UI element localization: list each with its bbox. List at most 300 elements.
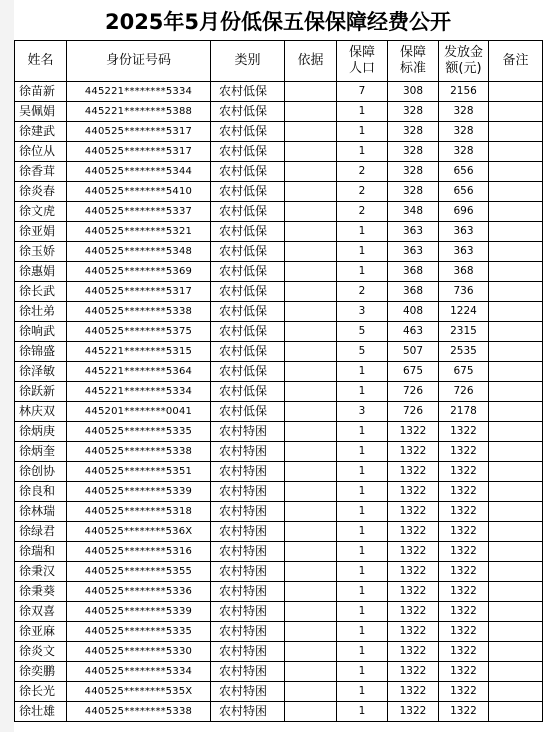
cell-amount[interactable]: 368 <box>439 262 489 282</box>
table-row <box>15 562 543 582</box>
cell-type[interactable]: 农村低保 <box>211 302 285 322</box>
cell-amount[interactable]: 1322 <box>439 662 489 682</box>
cell-people[interactable]: 2 <box>337 202 388 222</box>
header-remark[interactable]: 备注 <box>489 41 543 82</box>
cell-standard[interactable]: 1322 <box>388 702 439 722</box>
cell-remark[interactable] <box>489 442 543 462</box>
table-row <box>15 142 543 162</box>
cell-id[interactable]: 440525********536X <box>67 522 211 542</box>
cell-id[interactable]: 440525********5355 <box>67 562 211 582</box>
cell-basis[interactable] <box>285 682 337 702</box>
cell-id[interactable]: 440525********5317 <box>67 282 211 302</box>
cell-amount[interactable]: 736 <box>439 282 489 302</box>
cell-remark[interactable] <box>489 342 543 362</box>
cell-type[interactable]: 农村特困 <box>211 462 285 482</box>
table-row <box>15 662 543 682</box>
cell-standard[interactable]: 348 <box>388 202 439 222</box>
cell-id[interactable]: 440525********5338 <box>67 442 211 462</box>
cell-type[interactable]: 农村特困 <box>211 622 285 642</box>
cell-remark[interactable] <box>489 82 543 102</box>
cell-basis[interactable] <box>285 382 337 402</box>
cell-people[interactable]: 1 <box>337 422 388 442</box>
cell-standard[interactable]: 507 <box>388 342 439 362</box>
cell-amount[interactable]: 328 <box>439 142 489 162</box>
cell-people[interactable]: 5 <box>337 322 388 342</box>
table-row <box>15 522 543 542</box>
cell-name[interactable]: 徐长光 <box>15 682 67 702</box>
header-amount[interactable]: 发放金 额(元) <box>439 41 489 82</box>
cell-id[interactable]: 440525********5317 <box>67 142 211 162</box>
table-row <box>15 702 543 722</box>
cell-basis[interactable] <box>285 602 337 622</box>
cell-people[interactable]: 1 <box>337 262 388 282</box>
cell-id[interactable]: 440525********535X <box>67 682 211 702</box>
cell-people[interactable]: 1 <box>337 522 388 542</box>
cell-id[interactable]: 440525********5338 <box>67 702 211 722</box>
cell-basis[interactable] <box>285 402 337 422</box>
table-row <box>15 482 543 502</box>
cell-id[interactable]: 440525********5321 <box>67 222 211 242</box>
cell-type[interactable]: 农村特困 <box>211 482 285 502</box>
cell-remark[interactable] <box>489 282 543 302</box>
cell-amount[interactable]: 328 <box>439 102 489 122</box>
cell-basis[interactable] <box>285 262 337 282</box>
cell-name[interactable]: 徐炎春 <box>15 182 67 202</box>
cell-type[interactable]: 农村低保 <box>211 262 285 282</box>
cell-id[interactable]: 440525********5335 <box>67 622 211 642</box>
cell-people[interactable]: 1 <box>337 242 388 262</box>
cell-type[interactable]: 农村特困 <box>211 642 285 662</box>
cell-basis[interactable] <box>285 282 337 302</box>
cell-remark[interactable] <box>489 262 543 282</box>
cell-basis[interactable] <box>285 502 337 522</box>
cell-basis[interactable] <box>285 702 337 722</box>
table-row <box>15 442 543 462</box>
cell-name[interactable]: 林庆双 <box>15 402 67 422</box>
cell-id[interactable]: 440525********5369 <box>67 262 211 282</box>
cell-people[interactable]: 1 <box>337 462 388 482</box>
header-people[interactable]: 保障 人口 <box>337 41 388 82</box>
cell-remark[interactable] <box>489 502 543 522</box>
cell-id[interactable]: 440525********5334 <box>67 662 211 682</box>
cell-id[interactable]: 445221********5334 <box>67 82 211 102</box>
cell-type[interactable]: 农村特困 <box>211 442 285 462</box>
cell-type[interactable]: 农村低保 <box>211 142 285 162</box>
cell-remark[interactable] <box>489 242 543 262</box>
cell-people[interactable]: 1 <box>337 562 388 582</box>
cell-type[interactable]: 农村特困 <box>211 582 285 602</box>
cell-people[interactable]: 1 <box>337 482 388 502</box>
cell-type[interactable]: 农村低保 <box>211 362 285 382</box>
cell-type[interactable]: 农村低保 <box>211 182 285 202</box>
cell-standard[interactable]: 368 <box>388 262 439 282</box>
cell-standard[interactable]: 1322 <box>388 602 439 622</box>
cell-id[interactable]: 440525********5337 <box>67 202 211 222</box>
cell-type[interactable]: 农村低保 <box>211 242 285 262</box>
cell-remark[interactable] <box>489 642 543 662</box>
cell-amount[interactable]: 2535 <box>439 342 489 362</box>
cell-type[interactable]: 农村低保 <box>211 282 285 302</box>
subsidy-table <box>14 40 543 722</box>
cell-name[interactable]: 徐长武 <box>15 282 67 302</box>
cell-id[interactable]: 440525********5339 <box>67 482 211 502</box>
table-row <box>15 642 543 662</box>
cell-id[interactable]: 445221********5364 <box>67 362 211 382</box>
cell-standard[interactable]: 1322 <box>388 502 439 522</box>
cell-type[interactable]: 农村特困 <box>211 502 285 522</box>
cell-type[interactable]: 农村特困 <box>211 662 285 682</box>
table-row <box>15 542 543 562</box>
cell-amount[interactable]: 1322 <box>439 522 489 542</box>
table-row <box>15 162 543 182</box>
cell-basis[interactable] <box>285 642 337 662</box>
cell-people[interactable]: 3 <box>337 402 388 422</box>
cell-amount[interactable]: 1322 <box>439 642 489 662</box>
cell-remark[interactable] <box>489 542 543 562</box>
cell-standard[interactable]: 1322 <box>388 582 439 602</box>
cell-id[interactable]: 445221********5388 <box>67 102 211 122</box>
cell-remark[interactable] <box>489 482 543 502</box>
table-row <box>15 342 543 362</box>
cell-people[interactable]: 1 <box>337 102 388 122</box>
cell-name[interactable]: 徐秉葵 <box>15 582 67 602</box>
cell-people[interactable]: 1 <box>337 642 388 662</box>
cell-basis[interactable] <box>285 662 337 682</box>
cell-type[interactable]: 农村特困 <box>211 602 285 622</box>
cell-name[interactable]: 徐炎文 <box>15 642 67 662</box>
cell-amount[interactable]: 1322 <box>439 422 489 442</box>
cell-id[interactable]: 440525********5410 <box>67 182 211 202</box>
cell-standard[interactable]: 308 <box>388 82 439 102</box>
cell-name[interactable]: 徐林瑞 <box>15 502 67 522</box>
cell-remark[interactable] <box>489 322 543 342</box>
cell-basis[interactable] <box>285 82 337 102</box>
cell-amount[interactable]: 1322 <box>439 602 489 622</box>
cell-standard[interactable]: 1322 <box>388 542 439 562</box>
cell-basis[interactable] <box>285 622 337 642</box>
cell-id[interactable]: 440525********5339 <box>67 602 211 622</box>
cell-remark[interactable] <box>489 382 543 402</box>
cell-amount[interactable]: 2156 <box>439 82 489 102</box>
table-row <box>15 402 543 422</box>
cell-id[interactable]: 445221********5315 <box>67 342 211 362</box>
cell-name[interactable]: 徐惠娟 <box>15 262 67 282</box>
cell-amount[interactable]: 1322 <box>439 502 489 522</box>
cell-people[interactable]: 1 <box>337 622 388 642</box>
cell-people[interactable]: 1 <box>337 662 388 682</box>
cell-id[interactable]: 445221********5334 <box>67 382 211 402</box>
cell-basis[interactable] <box>285 162 337 182</box>
cell-basis[interactable] <box>285 562 337 582</box>
cell-id[interactable]: 440525********5317 <box>67 122 211 142</box>
cell-basis[interactable] <box>285 342 337 362</box>
table-row <box>15 622 543 642</box>
cell-people[interactable]: 7 <box>337 82 388 102</box>
cell-basis[interactable] <box>285 242 337 262</box>
cell-amount[interactable]: 1322 <box>439 582 489 602</box>
cell-people[interactable]: 1 <box>337 602 388 622</box>
header-row <box>15 41 543 82</box>
cell-type[interactable]: 农村低保 <box>211 82 285 102</box>
cell-basis[interactable] <box>285 362 337 382</box>
cell-basis[interactable] <box>285 142 337 162</box>
cell-remark[interactable] <box>489 682 543 702</box>
cell-remark[interactable] <box>489 582 543 602</box>
cell-amount[interactable]: 2178 <box>439 402 489 422</box>
cell-type[interactable]: 农村低保 <box>211 382 285 402</box>
cell-standard[interactable]: 726 <box>388 382 439 402</box>
cell-standard[interactable]: 675 <box>388 362 439 382</box>
cell-people[interactable]: 2 <box>337 162 388 182</box>
cell-type[interactable]: 农村特困 <box>211 682 285 702</box>
cell-amount[interactable]: 2315 <box>439 322 489 342</box>
cell-name[interactable]: 徐瑞和 <box>15 542 67 562</box>
cell-amount[interactable]: 1322 <box>439 682 489 702</box>
header-type[interactable]: 类别 <box>211 41 285 82</box>
cell-type[interactable]: 农村低保 <box>211 222 285 242</box>
cell-name[interactable]: 徐炳庚 <box>15 422 67 442</box>
cell-name[interactable]: 徐炳奎 <box>15 442 67 462</box>
cell-standard[interactable]: 1322 <box>388 642 439 662</box>
cell-standard[interactable]: 328 <box>388 102 439 122</box>
cell-type[interactable]: 农村低保 <box>211 122 285 142</box>
cell-id[interactable]: 440525********5348 <box>67 242 211 262</box>
table-row <box>15 582 543 602</box>
table-row <box>15 182 543 202</box>
cell-name[interactable]: 徐建武 <box>15 122 67 142</box>
cell-remark[interactable] <box>489 702 543 722</box>
cell-id[interactable]: 440525********5338 <box>67 302 211 322</box>
cell-amount[interactable]: 1322 <box>439 482 489 502</box>
cell-type[interactable]: 农村特困 <box>211 522 285 542</box>
cell-type[interactable]: 农村低保 <box>211 402 285 422</box>
cell-type[interactable]: 农村低保 <box>211 102 285 122</box>
cell-basis[interactable] <box>285 102 337 122</box>
cell-amount[interactable]: 363 <box>439 242 489 262</box>
cell-people[interactable]: 1 <box>337 362 388 382</box>
cell-standard[interactable]: 1322 <box>388 562 439 582</box>
cell-basis[interactable] <box>285 222 337 242</box>
cell-remark[interactable] <box>489 422 543 442</box>
cell-id[interactable]: 445201********0041 <box>67 402 211 422</box>
cell-basis[interactable] <box>285 542 337 562</box>
cell-name[interactable]: 徐绿君 <box>15 522 67 542</box>
cell-people[interactable]: 1 <box>337 382 388 402</box>
table-row <box>15 122 543 142</box>
cell-id[interactable]: 440525********5336 <box>67 582 211 602</box>
table-row <box>15 202 543 222</box>
cell-type[interactable]: 农村低保 <box>211 322 285 342</box>
header-basis[interactable]: 依据 <box>285 41 337 82</box>
cell-standard[interactable]: 368 <box>388 282 439 302</box>
row-header-gutter <box>0 0 14 732</box>
cell-id[interactable]: 440525********5375 <box>67 322 211 342</box>
cell-standard[interactable]: 726 <box>388 402 439 422</box>
table-row <box>15 282 543 302</box>
cell-remark[interactable] <box>489 662 543 682</box>
cell-standard[interactable]: 408 <box>388 302 439 322</box>
table-row <box>15 322 543 342</box>
cell-name[interactable]: 徐秉汉 <box>15 562 67 582</box>
cell-name[interactable]: 徐壮雄 <box>15 702 67 722</box>
cell-remark[interactable] <box>489 162 543 182</box>
cell-name[interactable]: 徐香茸 <box>15 162 67 182</box>
cell-remark[interactable] <box>489 202 543 222</box>
cell-remark[interactable] <box>489 562 543 582</box>
cell-basis[interactable] <box>285 462 337 482</box>
cell-people[interactable]: 5 <box>337 342 388 362</box>
cell-people[interactable]: 3 <box>337 302 388 322</box>
table-row <box>15 382 543 402</box>
cell-remark[interactable] <box>489 222 543 242</box>
header-id[interactable]: 身份证号码 <box>67 41 211 82</box>
cell-basis[interactable] <box>285 522 337 542</box>
cell-id[interactable]: 440525********5344 <box>67 162 211 182</box>
cell-amount[interactable]: 656 <box>439 162 489 182</box>
cell-remark[interactable] <box>489 142 543 162</box>
cell-basis[interactable] <box>285 322 337 342</box>
cell-amount[interactable]: 363 <box>439 222 489 242</box>
cell-standard[interactable]: 328 <box>388 162 439 182</box>
cell-name[interactable]: 徐位从 <box>15 142 67 162</box>
cell-people[interactable]: 1 <box>337 502 388 522</box>
table-row <box>15 222 543 242</box>
cell-basis[interactable] <box>285 302 337 322</box>
cell-people[interactable]: 1 <box>337 582 388 602</box>
cell-amount[interactable]: 656 <box>439 182 489 202</box>
cell-type[interactable]: 农村低保 <box>211 162 285 182</box>
table-row <box>15 422 543 442</box>
table-row <box>15 82 543 102</box>
table-row <box>15 502 543 522</box>
cell-remark[interactable] <box>489 302 543 322</box>
cell-type[interactable]: 农村特困 <box>211 562 285 582</box>
cell-standard[interactable]: 1322 <box>388 662 439 682</box>
cell-name[interactable]: 徐亚娟 <box>15 222 67 242</box>
cell-type[interactable]: 农村低保 <box>211 202 285 222</box>
cell-people[interactable]: 1 <box>337 682 388 702</box>
cell-basis[interactable] <box>285 582 337 602</box>
cell-amount[interactable]: 1322 <box>439 562 489 582</box>
cell-name[interactable]: 徐泽敏 <box>15 362 67 382</box>
cell-remark[interactable] <box>489 402 543 422</box>
table-row <box>15 302 543 322</box>
table-row <box>15 462 543 482</box>
table-row <box>15 102 543 122</box>
cell-basis[interactable] <box>285 422 337 442</box>
cell-people[interactable]: 1 <box>337 702 388 722</box>
cell-name[interactable]: 徐创协 <box>15 462 67 482</box>
cell-remark[interactable] <box>489 122 543 142</box>
table-row <box>15 242 543 262</box>
cell-amount[interactable]: 1322 <box>439 622 489 642</box>
cell-name[interactable]: 徐壮弟 <box>15 302 67 322</box>
cell-people[interactable]: 1 <box>337 122 388 142</box>
cell-id[interactable]: 440525********5318 <box>67 502 211 522</box>
cell-type[interactable]: 农村特困 <box>211 422 285 442</box>
header-standard[interactable]: 保障 标准 <box>388 41 439 82</box>
cell-standard[interactable]: 328 <box>388 122 439 142</box>
cell-standard[interactable]: 363 <box>388 222 439 242</box>
cell-name[interactable]: 徐文虎 <box>15 202 67 222</box>
cell-id[interactable]: 440525********5335 <box>67 422 211 442</box>
cell-people[interactable]: 2 <box>337 282 388 302</box>
cell-basis[interactable] <box>285 122 337 142</box>
cell-name[interactable]: 徐跃新 <box>15 382 67 402</box>
cell-remark[interactable] <box>489 462 543 482</box>
cell-remark[interactable] <box>489 522 543 542</box>
cell-name[interactable]: 徐奕鹏 <box>15 662 67 682</box>
cell-standard[interactable]: 1322 <box>388 482 439 502</box>
cell-standard[interactable]: 363 <box>388 242 439 262</box>
cell-name[interactable]: 徐锦盛 <box>15 342 67 362</box>
cell-basis[interactable] <box>285 482 337 502</box>
cell-standard[interactable]: 1322 <box>388 622 439 642</box>
cell-standard[interactable]: 1322 <box>388 682 439 702</box>
cell-people[interactable]: 1 <box>337 222 388 242</box>
cell-name[interactable]: 徐良和 <box>15 482 67 502</box>
cell-basis[interactable] <box>285 442 337 462</box>
cell-amount[interactable]: 1322 <box>439 702 489 722</box>
cell-people[interactable]: 1 <box>337 142 388 162</box>
cell-standard[interactable]: 1322 <box>388 522 439 542</box>
cell-id[interactable]: 440525********5351 <box>67 462 211 482</box>
cell-basis[interactable] <box>285 182 337 202</box>
header-name[interactable]: 姓名 <box>15 41 67 82</box>
cell-name[interactable]: 徐响武 <box>15 322 67 342</box>
cell-amount[interactable]: 1322 <box>439 542 489 562</box>
cell-type[interactable]: 农村低保 <box>211 342 285 362</box>
page-title: 2025年5月份低保五保保障经费公开 <box>104 10 452 34</box>
cell-name[interactable]: 徐亚麻 <box>15 622 67 642</box>
cell-type[interactable]: 农村特困 <box>211 542 285 562</box>
table-row <box>15 602 543 622</box>
cell-standard[interactable]: 1322 <box>388 442 439 462</box>
cell-amount[interactable]: 696 <box>439 202 489 222</box>
cell-id[interactable]: 440525********5316 <box>67 542 211 562</box>
cell-remark[interactable] <box>489 102 543 122</box>
table-row <box>15 362 543 382</box>
cell-name[interactable]: 徐苗新 <box>15 82 67 102</box>
cell-remark[interactable] <box>489 362 543 382</box>
cell-standard[interactable]: 328 <box>388 142 439 162</box>
cell-amount[interactable]: 1322 <box>439 442 489 462</box>
cell-remark[interactable] <box>489 182 543 202</box>
cell-people[interactable]: 1 <box>337 542 388 562</box>
cell-id[interactable]: 440525********5330 <box>67 642 211 662</box>
cell-amount[interactable]: 1224 <box>439 302 489 322</box>
cell-name[interactable]: 徐玉娇 <box>15 242 67 262</box>
cell-amount[interactable]: 328 <box>439 122 489 142</box>
cell-amount[interactable]: 726 <box>439 382 489 402</box>
cell-remark[interactable] <box>489 602 543 622</box>
cell-people[interactable]: 1 <box>337 442 388 462</box>
table-row <box>15 682 543 702</box>
cell-standard[interactable]: 328 <box>388 182 439 202</box>
table-row <box>15 262 543 282</box>
cell-amount[interactable]: 1322 <box>439 462 489 482</box>
cell-standard[interactable]: 463 <box>388 322 439 342</box>
cell-name[interactable]: 徐双喜 <box>15 602 67 622</box>
cell-remark[interactable] <box>489 622 543 642</box>
cell-people[interactable]: 2 <box>337 182 388 202</box>
cell-amount[interactable]: 675 <box>439 362 489 382</box>
cell-basis[interactable] <box>285 202 337 222</box>
cell-name[interactable]: 吴佩娟 <box>15 102 67 122</box>
cell-standard[interactable]: 1322 <box>388 422 439 442</box>
cell-type[interactable]: 农村特困 <box>211 702 285 722</box>
cell-standard[interactable]: 1322 <box>388 462 439 482</box>
